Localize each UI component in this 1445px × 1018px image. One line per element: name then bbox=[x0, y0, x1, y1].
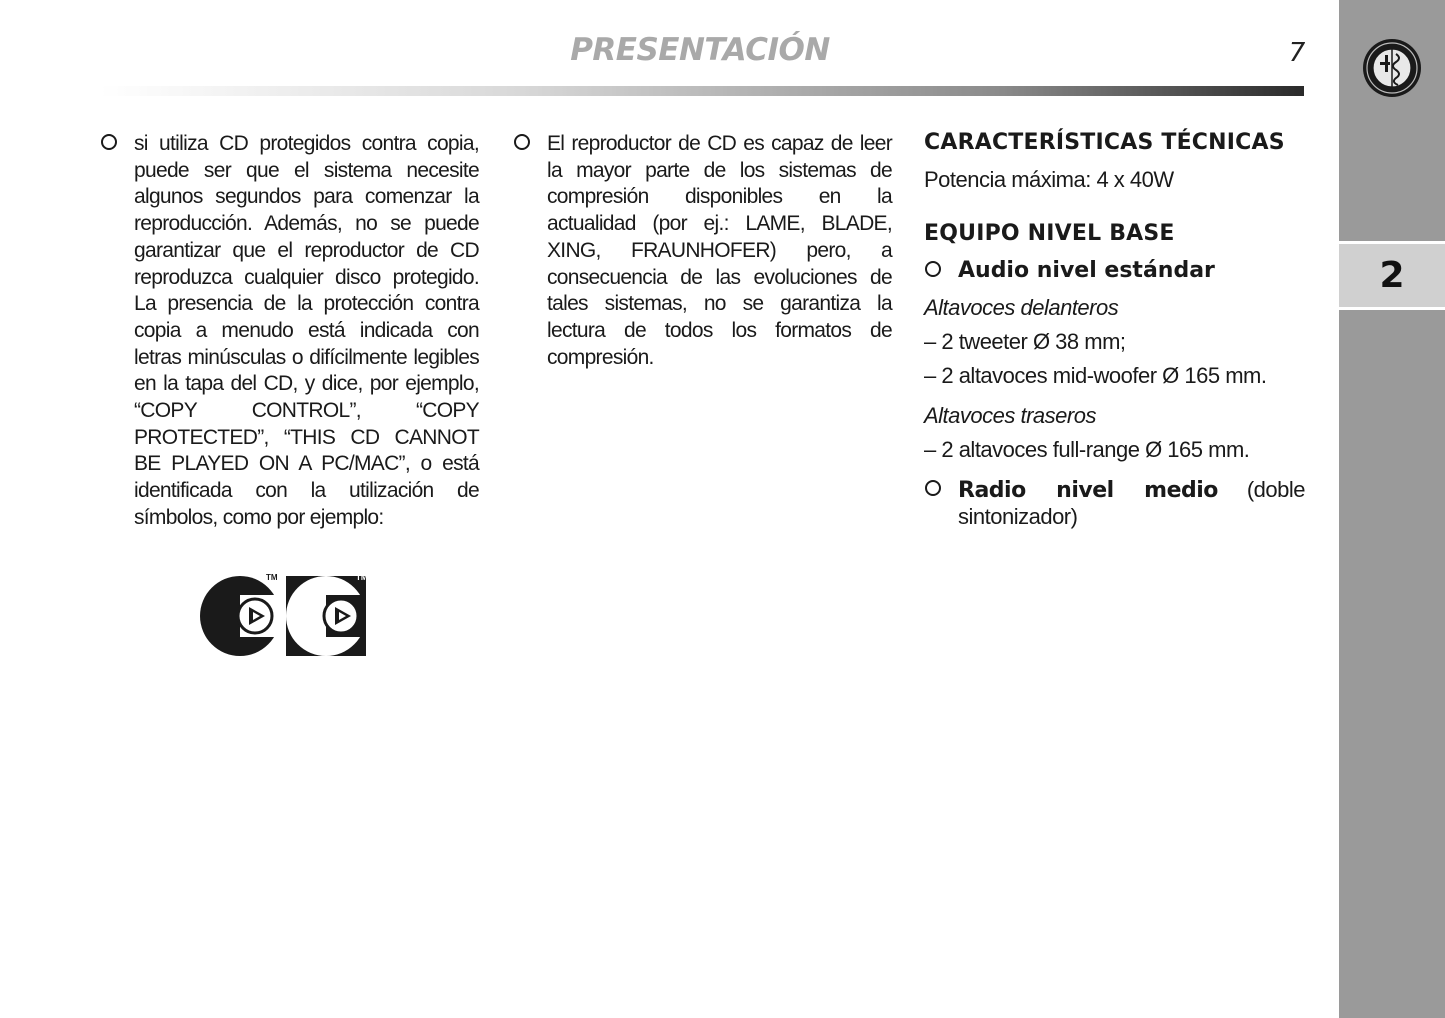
rear-speakers-label: Altavoces traseros bbox=[924, 403, 1096, 428]
front-speaker-item: – 2 altavoces mid-woofer Ø 165 mm. bbox=[924, 363, 1267, 388]
specs-heading: CARACTERÍSTICAS TÉCNICAS bbox=[924, 130, 1285, 155]
page-header-title: PRESENTACIÓN bbox=[570, 32, 830, 68]
copy-protection-paragraph: si utiliza CD protegidos contra copia, puede ser que el sistema necesite algunos segundos para comenzar la reproducción. Además, no se puede garantizar que el reproductor de CD reproduzca cualquier disco protegido. La presencia de la protección contra copia a menudo está indicada con letras minúsculas o difícilmente legibles en la tapa del CD, y dice, por ejemplo, “COPY CONTROL”, “COPY PROTECTED”, “THIS CD CANNOT BE PLAYED ON A PC/MAC”, o está identificada con la utilización de símbolos, como por ejemplo: bbox=[134, 132, 479, 529]
bullet-circle-icon bbox=[924, 479, 942, 497]
column-1 bbox=[100, 131, 479, 532]
list-item bbox=[513, 131, 892, 371]
bullet-circle-icon bbox=[513, 133, 531, 151]
page-number: 7 bbox=[1288, 38, 1306, 68]
front-speakers-label: Altavoces delanteros bbox=[924, 295, 1119, 320]
trademark-mark: TM bbox=[266, 573, 278, 582]
audio-level-title: Audio nivel estándar bbox=[958, 258, 1215, 283]
base-equipment-heading: EQUIPO NIVEL BASE bbox=[924, 221, 1175, 246]
compression-paragraph: El reproductor de CD es capaz de leer la mayor parte de los sistemas de compresión disponibles en la actualidad (por ej.: LAME, BLADE, XING, FRAUNHOFER) pero, a consecuencia de las evoluciones de tales sistemas, no se garantiza la lectura de todos los formatos de compresión. bbox=[547, 132, 892, 369]
list-item bbox=[100, 131, 479, 532]
front-speaker-item: – 2 tweeter Ø 38 mm; bbox=[924, 329, 1126, 354]
radio-level-note: (doble sintonizador) bbox=[958, 477, 1305, 529]
trademark-mark: TM bbox=[356, 573, 368, 582]
radio-level-title: Radio nivel medio bbox=[958, 478, 1218, 503]
chapter-sidebar bbox=[1339, 0, 1445, 1018]
column-3 bbox=[924, 130, 1305, 530]
bullet-circle-icon bbox=[100, 133, 118, 151]
header-rule bbox=[100, 86, 1304, 96]
max-power-text: Potencia máxima: 4 x 40W bbox=[924, 167, 1174, 192]
bullet-circle-icon bbox=[924, 260, 942, 278]
alfa-romeo-emblem-icon bbox=[1362, 38, 1422, 98]
list-item bbox=[924, 258, 1305, 283]
copy-protection-symbols bbox=[199, 573, 369, 659]
copy-protection-symbol-dark-icon bbox=[199, 573, 369, 659]
chapter-tab[interactable]: 2 bbox=[1339, 241, 1445, 310]
list-item bbox=[924, 477, 1305, 530]
rear-speaker-item: – 2 altavoces full-range Ø 165 mm. bbox=[924, 437, 1250, 462]
column-2 bbox=[513, 131, 892, 371]
